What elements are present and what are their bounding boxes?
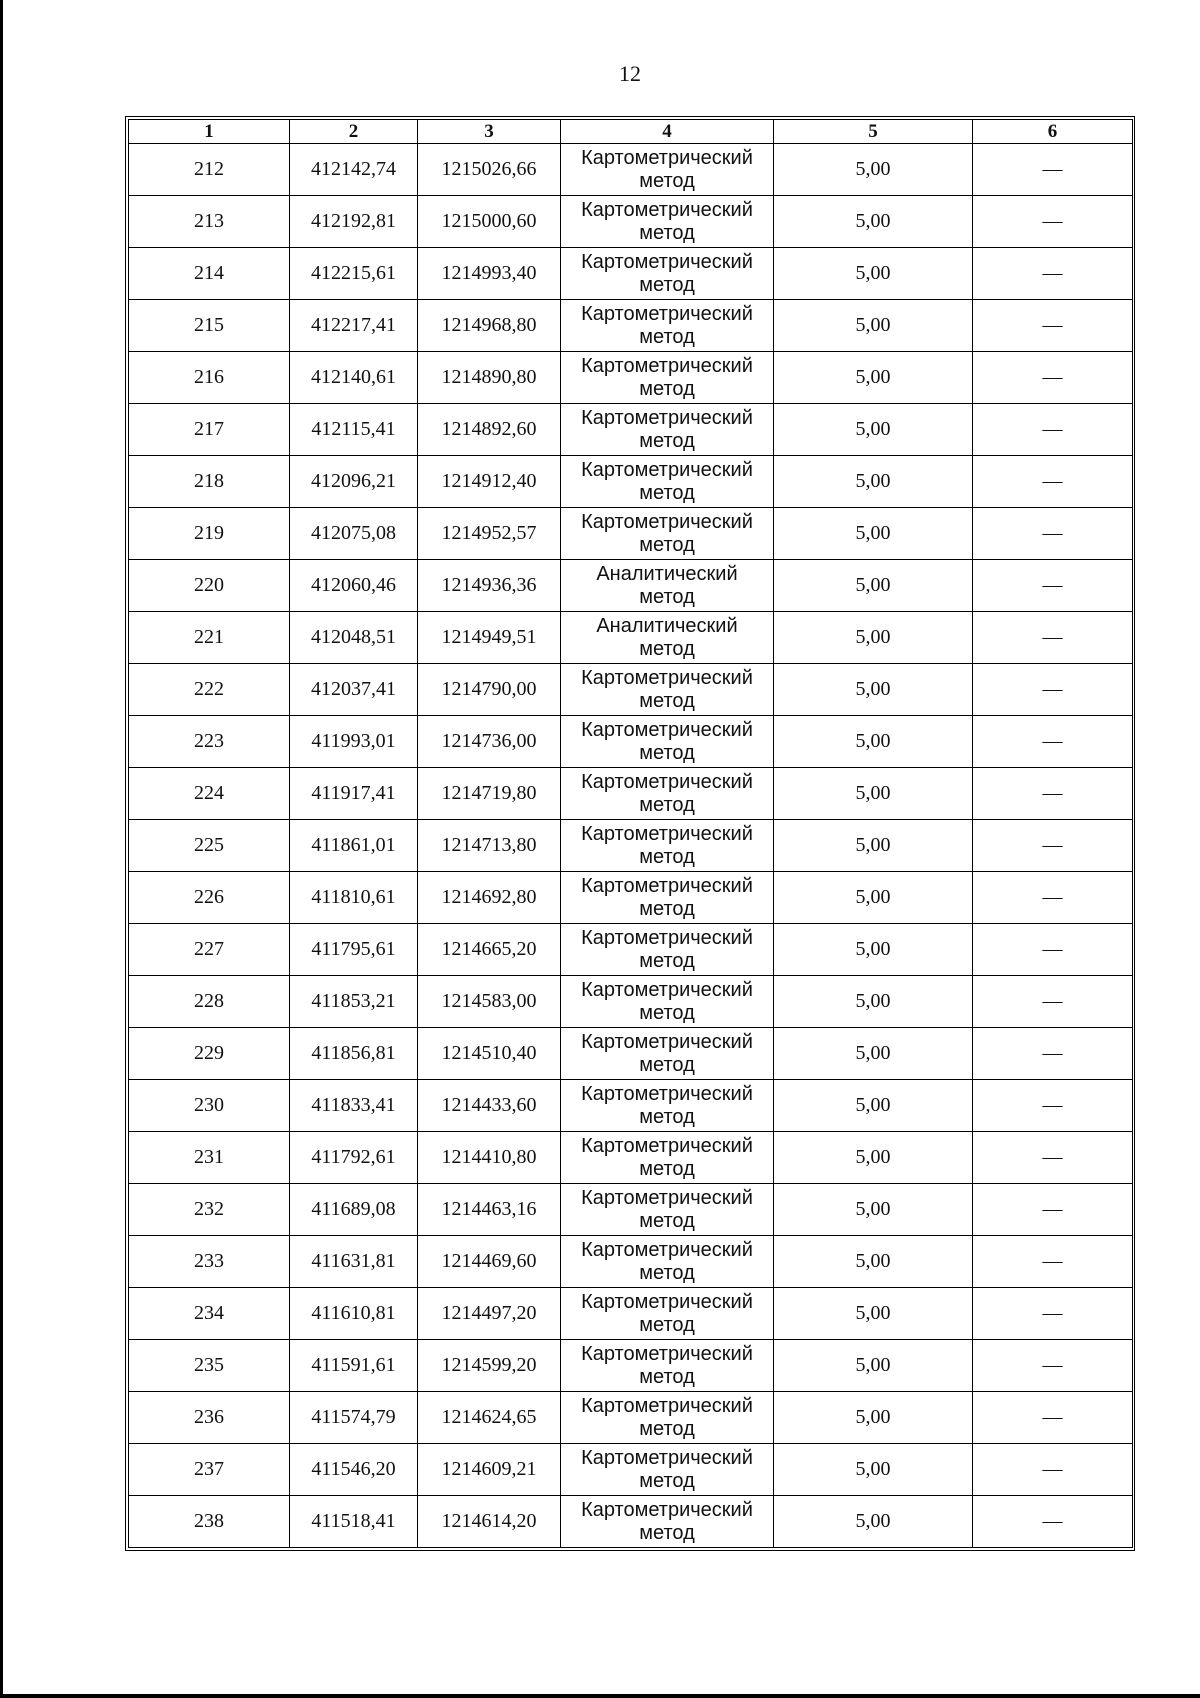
- y-coordinate-cell: 1214949,51: [418, 612, 561, 664]
- y-coordinate-cell: 1215000,60: [418, 196, 561, 248]
- method-cell: [561, 872, 774, 924]
- table-row: [129, 508, 1133, 560]
- method-name: Картометрический: [581, 1395, 753, 1417]
- x-coordinate-cell: 412060,46: [290, 560, 418, 612]
- point-number-cell: 228: [129, 976, 290, 1028]
- method-cell: [561, 820, 774, 872]
- y-coordinate-cell: 1214410,80: [418, 1132, 561, 1184]
- method-cell: [561, 404, 774, 456]
- description-cell: —: [973, 248, 1133, 300]
- method-cell: [561, 1288, 774, 1340]
- method-word: метод: [639, 1054, 695, 1076]
- method-cell: [561, 612, 774, 664]
- accuracy-cell: 5,00: [774, 1184, 973, 1236]
- accuracy-cell: 5,00: [774, 1028, 973, 1080]
- table-row: [129, 1288, 1133, 1340]
- method-word: метод: [639, 1002, 695, 1024]
- method-word: метод: [639, 1366, 695, 1388]
- page-number: 12: [619, 61, 641, 86]
- point-number-cell: 223: [129, 716, 290, 768]
- method-name: Картометрический: [581, 459, 753, 481]
- y-coordinate-cell: 1214463,16: [418, 1184, 561, 1236]
- table-row: [129, 300, 1133, 352]
- x-coordinate-cell: 411856,81: [290, 1028, 418, 1080]
- column-header-2: 2: [290, 120, 418, 144]
- accuracy-cell: 5,00: [774, 1288, 973, 1340]
- method-cell: [561, 1236, 774, 1288]
- description-cell: —: [973, 508, 1133, 560]
- method-cell: [561, 716, 774, 768]
- point-number-cell: 235: [129, 1340, 290, 1392]
- point-number-cell: 215: [129, 300, 290, 352]
- point-number-cell: 220: [129, 560, 290, 612]
- accuracy-cell: 5,00: [774, 820, 973, 872]
- point-number-cell: 231: [129, 1132, 290, 1184]
- accuracy-cell: 5,00: [774, 300, 973, 352]
- method-cell: [561, 664, 774, 716]
- table-row: [129, 560, 1133, 612]
- y-coordinate-cell: 1214599,20: [418, 1340, 561, 1392]
- table-row: [129, 1132, 1133, 1184]
- point-number-cell: 218: [129, 456, 290, 508]
- x-coordinate-cell: 411792,61: [290, 1132, 418, 1184]
- method-cell: [561, 768, 774, 820]
- table-row: [129, 976, 1133, 1028]
- description-cell: —: [973, 1236, 1133, 1288]
- method-name: Картометрический: [581, 355, 753, 377]
- description-cell: —: [973, 1340, 1133, 1392]
- scan-bottom-edge: [0, 1694, 1200, 1698]
- point-number-cell: 238: [129, 1496, 290, 1548]
- y-coordinate-cell: 1214968,80: [418, 300, 561, 352]
- method-word: метод: [639, 378, 695, 400]
- point-number-cell: 234: [129, 1288, 290, 1340]
- method-cell: [561, 1496, 774, 1548]
- table-row: [129, 872, 1133, 924]
- method-word: метод: [639, 1106, 695, 1128]
- accuracy-cell: 5,00: [774, 872, 973, 924]
- y-coordinate-cell: 1214936,36: [418, 560, 561, 612]
- point-number-cell: 224: [129, 768, 290, 820]
- table-row: [129, 352, 1133, 404]
- y-coordinate-cell: 1214736,00: [418, 716, 561, 768]
- x-coordinate-cell: 411810,61: [290, 872, 418, 924]
- column-header-6: 6: [973, 120, 1133, 144]
- method-name: Картометрический: [581, 147, 753, 169]
- description-cell: —: [973, 144, 1133, 196]
- y-coordinate-cell: 1214790,00: [418, 664, 561, 716]
- method-cell: [561, 1392, 774, 1444]
- x-coordinate-cell: 411917,41: [290, 768, 418, 820]
- x-coordinate-cell: 411610,81: [290, 1288, 418, 1340]
- method-name: Аналитический: [596, 563, 738, 585]
- x-coordinate-cell: 412142,74: [290, 144, 418, 196]
- accuracy-cell: 5,00: [774, 976, 973, 1028]
- y-coordinate-cell: 1214993,40: [418, 248, 561, 300]
- method-word: метод: [639, 1522, 695, 1544]
- method-cell: [561, 144, 774, 196]
- x-coordinate-cell: 412140,61: [290, 352, 418, 404]
- x-coordinate-cell: 412048,51: [290, 612, 418, 664]
- method-name: Картометрический: [581, 1343, 753, 1365]
- point-number-cell: 212: [129, 144, 290, 196]
- y-coordinate-cell: 1214713,80: [418, 820, 561, 872]
- accuracy-cell: 5,00: [774, 456, 973, 508]
- method-cell: [561, 352, 774, 404]
- method-word: метод: [639, 1262, 695, 1284]
- accuracy-cell: 5,00: [774, 508, 973, 560]
- point-number-cell: 217: [129, 404, 290, 456]
- method-cell: [561, 976, 774, 1028]
- accuracy-cell: 5,00: [774, 664, 973, 716]
- point-number-cell: 219: [129, 508, 290, 560]
- y-coordinate-cell: 1214890,80: [418, 352, 561, 404]
- method-word: метод: [639, 742, 695, 764]
- accuracy-cell: 5,00: [774, 1340, 973, 1392]
- table-row: [129, 924, 1133, 976]
- y-coordinate-cell: 1214469,60: [418, 1236, 561, 1288]
- y-coordinate-cell: 1214614,20: [418, 1496, 561, 1548]
- method-cell: [561, 1080, 774, 1132]
- method-name: Картометрический: [581, 719, 753, 741]
- description-cell: —: [973, 300, 1133, 352]
- description-cell: —: [973, 976, 1133, 1028]
- method-name: Картометрический: [581, 771, 753, 793]
- method-word: метод: [639, 794, 695, 816]
- table-row: [129, 404, 1133, 456]
- accuracy-cell: 5,00: [774, 1132, 973, 1184]
- x-coordinate-cell: 412075,08: [290, 508, 418, 560]
- method-name: Картометрический: [581, 979, 753, 1001]
- description-cell: —: [973, 352, 1133, 404]
- method-word: метод: [639, 846, 695, 868]
- method-name: Картометрический: [581, 1083, 753, 1105]
- description-cell: —: [973, 1496, 1133, 1548]
- accuracy-cell: 5,00: [774, 768, 973, 820]
- method-name: Картометрический: [581, 1031, 753, 1053]
- description-cell: —: [973, 1132, 1133, 1184]
- point-number-cell: 233: [129, 1236, 290, 1288]
- table-row: [129, 1444, 1133, 1496]
- accuracy-cell: 5,00: [774, 1392, 973, 1444]
- accuracy-cell: 5,00: [774, 144, 973, 196]
- scan-left-edge: [0, 0, 3, 1698]
- point-number-cell: 227: [129, 924, 290, 976]
- table-row: [129, 456, 1133, 508]
- accuracy-cell: 5,00: [774, 1080, 973, 1132]
- table-row: [129, 144, 1133, 196]
- point-number-cell: 221: [129, 612, 290, 664]
- method-cell: [561, 1340, 774, 1392]
- method-word: метод: [639, 170, 695, 192]
- y-coordinate-cell: 1214583,00: [418, 976, 561, 1028]
- accuracy-cell: 5,00: [774, 560, 973, 612]
- description-cell: —: [973, 716, 1133, 768]
- method-word: метод: [639, 534, 695, 556]
- table-row: [129, 820, 1133, 872]
- x-coordinate-cell: 411546,20: [290, 1444, 418, 1496]
- x-coordinate-cell: 411689,08: [290, 1184, 418, 1236]
- description-cell: —: [973, 456, 1133, 508]
- method-word: метод: [639, 482, 695, 504]
- method-word: метод: [639, 1314, 695, 1336]
- table-row: [129, 612, 1133, 664]
- x-coordinate-cell: 411591,61: [290, 1340, 418, 1392]
- method-name: Картометрический: [581, 1135, 753, 1157]
- x-coordinate-cell: 411853,21: [290, 976, 418, 1028]
- method-name: Картометрический: [581, 1239, 753, 1261]
- description-cell: —: [973, 924, 1133, 976]
- y-coordinate-cell: 1214912,40: [418, 456, 561, 508]
- column-header-3: 3: [418, 120, 561, 144]
- table-row: [129, 248, 1133, 300]
- table-row: [129, 196, 1133, 248]
- description-cell: —: [973, 1288, 1133, 1340]
- method-cell: [561, 248, 774, 300]
- method-word: метод: [639, 326, 695, 348]
- y-coordinate-cell: 1214510,40: [418, 1028, 561, 1080]
- x-coordinate-cell: 411518,41: [290, 1496, 418, 1548]
- table-row: [129, 1236, 1133, 1288]
- description-cell: —: [973, 872, 1133, 924]
- y-coordinate-cell: 1214892,60: [418, 404, 561, 456]
- method-cell: [561, 508, 774, 560]
- y-coordinate-cell: 1214433,60: [418, 1080, 561, 1132]
- y-coordinate-cell: 1214952,57: [418, 508, 561, 560]
- method-cell: [561, 456, 774, 508]
- method-name: Картометрический: [581, 927, 753, 949]
- x-coordinate-cell: 412115,41: [290, 404, 418, 456]
- point-number-cell: 216: [129, 352, 290, 404]
- column-header-4: 4: [561, 120, 774, 144]
- description-cell: —: [973, 196, 1133, 248]
- description-cell: —: [973, 664, 1133, 716]
- description-cell: —: [973, 1184, 1133, 1236]
- method-name: Картометрический: [581, 511, 753, 533]
- description-cell: —: [973, 1080, 1133, 1132]
- method-word: метод: [639, 1470, 695, 1492]
- point-number-cell: 236: [129, 1392, 290, 1444]
- accuracy-cell: 5,00: [774, 404, 973, 456]
- column-header-5: 5: [774, 120, 973, 144]
- coordinates-table: [128, 119, 1133, 1548]
- method-name: Аналитический: [596, 615, 738, 637]
- table-row: [129, 716, 1133, 768]
- description-cell: —: [973, 820, 1133, 872]
- method-name: Картометрический: [581, 823, 753, 845]
- method-word: метод: [639, 1158, 695, 1180]
- method-cell: [561, 924, 774, 976]
- x-coordinate-cell: 411795,61: [290, 924, 418, 976]
- table-row: [129, 664, 1133, 716]
- point-number-cell: 237: [129, 1444, 290, 1496]
- y-coordinate-cell: 1214692,80: [418, 872, 561, 924]
- method-name: Картометрический: [581, 667, 753, 689]
- method-name: Картометрический: [581, 303, 753, 325]
- x-coordinate-cell: 412096,21: [290, 456, 418, 508]
- description-cell: —: [973, 404, 1133, 456]
- method-cell: [561, 1028, 774, 1080]
- accuracy-cell: 5,00: [774, 196, 973, 248]
- y-coordinate-cell: 1214719,80: [418, 768, 561, 820]
- method-cell: [561, 560, 774, 612]
- accuracy-cell: 5,00: [774, 924, 973, 976]
- accuracy-cell: 5,00: [774, 1496, 973, 1548]
- method-word: метод: [639, 690, 695, 712]
- y-coordinate-cell: 1214497,20: [418, 1288, 561, 1340]
- method-name: Картометрический: [581, 1447, 753, 1469]
- point-number-cell: 213: [129, 196, 290, 248]
- method-cell: [561, 300, 774, 352]
- x-coordinate-cell: 411861,01: [290, 820, 418, 872]
- description-cell: —: [973, 560, 1133, 612]
- table-row: [129, 1340, 1133, 1392]
- point-number-cell: 225: [129, 820, 290, 872]
- table-row: [129, 768, 1133, 820]
- x-coordinate-cell: 412037,41: [290, 664, 418, 716]
- method-word: метод: [639, 638, 695, 660]
- x-coordinate-cell: 412192,81: [290, 196, 418, 248]
- coordinates-table-frame: [125, 116, 1135, 1551]
- table-row: [129, 1496, 1133, 1548]
- accuracy-cell: 5,00: [774, 1236, 973, 1288]
- method-cell: [561, 1132, 774, 1184]
- point-number-cell: 229: [129, 1028, 290, 1080]
- table-body: [129, 144, 1133, 1548]
- x-coordinate-cell: 411833,41: [290, 1080, 418, 1132]
- point-number-cell: 214: [129, 248, 290, 300]
- method-word: метод: [639, 274, 695, 296]
- method-word: метод: [639, 586, 695, 608]
- method-word: метод: [639, 898, 695, 920]
- accuracy-cell: 5,00: [774, 1444, 973, 1496]
- accuracy-cell: 5,00: [774, 248, 973, 300]
- method-name: Картометрический: [581, 1291, 753, 1313]
- point-number-cell: 230: [129, 1080, 290, 1132]
- method-name: Картометрический: [581, 199, 753, 221]
- accuracy-cell: 5,00: [774, 716, 973, 768]
- accuracy-cell: 5,00: [774, 612, 973, 664]
- column-header-1: 1: [129, 120, 290, 144]
- x-coordinate-cell: 411574,79: [290, 1392, 418, 1444]
- y-coordinate-cell: 1214609,21: [418, 1444, 561, 1496]
- description-cell: —: [973, 1392, 1133, 1444]
- table-row: [129, 1080, 1133, 1132]
- y-coordinate-cell: 1215026,66: [418, 144, 561, 196]
- description-cell: —: [973, 1444, 1133, 1496]
- method-name: Картометрический: [581, 407, 753, 429]
- table-header-row: [129, 120, 1133, 144]
- method-word: метод: [639, 222, 695, 244]
- x-coordinate-cell: 412217,41: [290, 300, 418, 352]
- point-number-cell: 232: [129, 1184, 290, 1236]
- x-coordinate-cell: 411993,01: [290, 716, 418, 768]
- method-name: Картометрический: [581, 251, 753, 273]
- method-name: Картометрический: [581, 1187, 753, 1209]
- method-name: Картометрический: [581, 875, 753, 897]
- table-row: [129, 1392, 1133, 1444]
- method-word: метод: [639, 430, 695, 452]
- method-cell: [561, 1444, 774, 1496]
- method-cell: [561, 1184, 774, 1236]
- point-number-cell: 222: [129, 664, 290, 716]
- table-row: [129, 1028, 1133, 1080]
- y-coordinate-cell: 1214624,65: [418, 1392, 561, 1444]
- table-row: [129, 1184, 1133, 1236]
- method-word: метод: [639, 1418, 695, 1440]
- description-cell: —: [973, 1028, 1133, 1080]
- description-cell: —: [973, 768, 1133, 820]
- x-coordinate-cell: 411631,81: [290, 1236, 418, 1288]
- method-name: Картометрический: [581, 1499, 753, 1521]
- point-number-cell: 226: [129, 872, 290, 924]
- y-coordinate-cell: 1214665,20: [418, 924, 561, 976]
- description-cell: —: [973, 612, 1133, 664]
- x-coordinate-cell: 412215,61: [290, 248, 418, 300]
- accuracy-cell: 5,00: [774, 352, 973, 404]
- method-word: метод: [639, 950, 695, 972]
- method-cell: [561, 196, 774, 248]
- method-word: метод: [639, 1210, 695, 1232]
